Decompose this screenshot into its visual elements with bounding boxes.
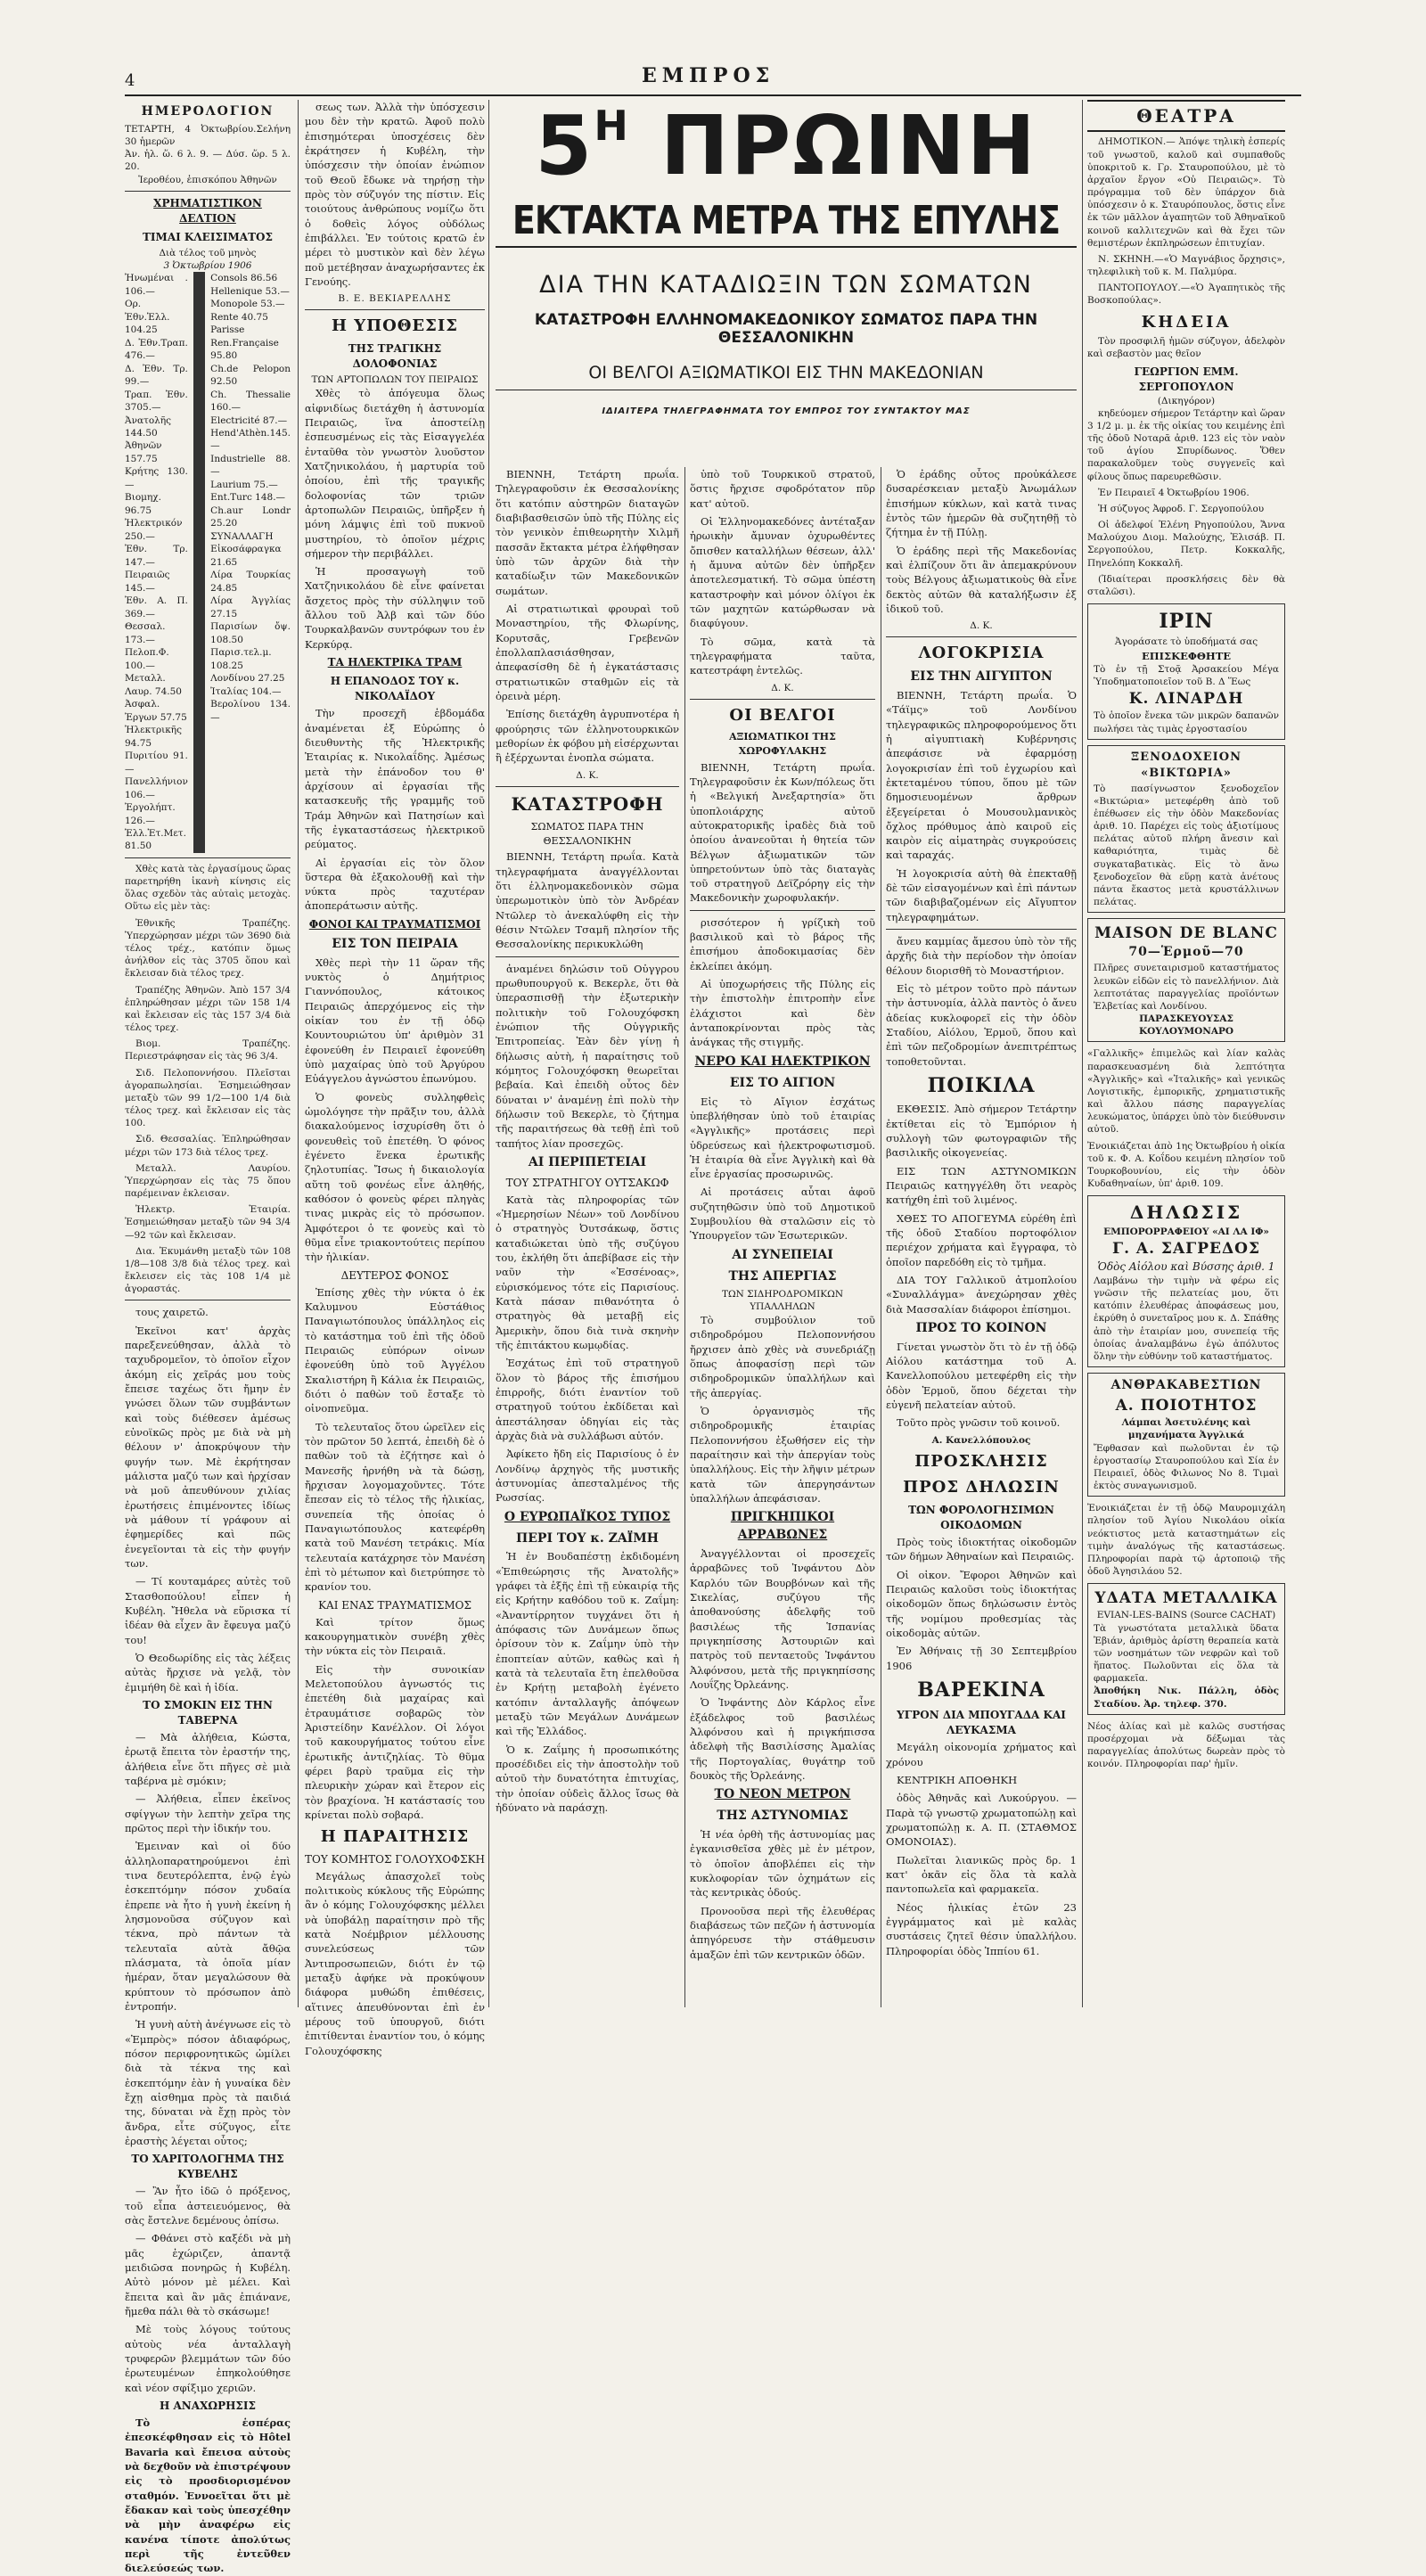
paragraph: Τὸ σῶμα, κατὰ τὰ τηλεγραφήματα ταῦτα, κατεστράφη ἐντελῶς. [690, 635, 875, 677]
subhead: ΑΞΙΩΜΑΤΙΚΟΙ ΤΗΣ ΧΩΡΟΦΥΛΑΚΗΣ [729, 731, 836, 757]
paragraph: Αἱ ὑποχωρήσεις τῆς Πύλης εἰς τὴν ἐπιστολὴν ἐπιτροπὴν εἶνε ἐλάχιστοι καὶ δὲν ἀνταποκρίνονται πρὸς τὰς ἀνάγκας τῆς στιγμῆς. [690, 978, 875, 1049]
price-row: Ορ. Ἐθν.Ἑλλ. 104.25 [125, 299, 170, 336]
article-belgians [690, 760, 875, 906]
ad-sub: ΕΠΙΣΚΕΦΘΗΤΕ [1141, 649, 1232, 662]
divider [125, 857, 291, 858]
article-water-light [690, 1095, 875, 1243]
story-2-heading: ΤΟ ΣΜΟΚΙΝ ΕΙΣ ΤΗΝ ΤΑΒΕΡΝΑ [143, 1699, 273, 1727]
paragraph: Ἐκεῖνοι κατ' ἀρχὰς παρεξενεύθησαν, ἀλλὰ τὸ ταχυδρομεῖον, τὸ ὁποῖον εἶχον ἀκόμη εἰς χεῖράς μου τοὺς ἔπεισε ταχέως ὅτι ἤμην ἐν γνώσει ὅλων τῶν συμβάντων καὶ τοὺς διέθεσεν ἀμέσως εὐνοϊκῶς πρὸς με διὰ νὰ μὴ θέλουν ν' ἀποκρύψουν τὴν φυγήν των. Μὲ ἐκρήτησαν μάλιστα μαζύ των καὶ ἠρχίσαν νὰ μοῦ ἀπευθύνουν χιλίας ἐρωτήσεις ἐπιμένοντες ἰδίως νὰ μάθουν τί γράφουν αἱ ἐφημερίδες καὶ πῶς ἐνεγεῖονται τὰ εἰς τὴν φυγήν των. [125, 1324, 291, 1571]
article-betrothal [690, 1546, 875, 1783]
paragraph: Βιομ. Τραπέζης. Περιεστράφησαν εἰς τὰς 96 3/4. [125, 1038, 291, 1062]
price-row: Ch.aur Londr 25.20 [210, 505, 291, 529]
price-row: Electricité 87.— [210, 414, 288, 426]
ad-footer: Τὸ ὁποῖον ἔνεκα τῶν μικρῶν δαπανῶν πωλήσει τὰς τιμὰς ἐργοστασίου [1094, 710, 1279, 734]
divider [496, 956, 679, 957]
headline-invitation: ΠΡΟΣΚΛΗΣΙΣ [914, 1451, 1048, 1471]
signature: Β. Ε. ΒΕΚΙΑΡΕΛΛΗΣ [338, 293, 452, 305]
paragraph: ΒΙΕΝΝΗ, Τετάρτη πρωΐα. Τηλεγραφοῦσιν ἐκ Θεσσαλονίκης ὅτι κατόπιν αὐστηρῶν διαταγῶν διαβιβασθεισῶν ὑπὸ τῆς Πύλης εἰς τὸν γενικὸν ἐπιθεωρητὴν Χιλμῆ πασσᾶν ἔκτακτα μέτρα ἐλήφθησαν ὑπὸ τῶν ἀρχῶν διὰ τὴν καταδίωξιν τῶν Μακεδονικῶν σωμάτων. [496, 468, 679, 597]
ad-name: Α. ΠΟΙΟΤΗΤΟΣ [1115, 1397, 1258, 1415]
price-row: Ἠνωμέναι . 106.— [125, 273, 188, 297]
price-row: Παρισ.τελ.μ. 108.25 [210, 647, 272, 671]
market-subtitle: ΤΙΜΑΙ ΚΛΕΙΣΙΜΑΤΟΣ [143, 230, 273, 243]
almanac-line: Ἀν. ἡλ. ὥ. 6 λ. 9. — Δύσ. ὥρ. 5 λ. 20. [125, 149, 291, 173]
headline-strike: ΑΙ ΣΥΝΕΠΕΙΑΙ [732, 1247, 833, 1262]
price-row: Parisse [210, 324, 245, 336]
article-europe [496, 1549, 679, 1815]
subhead: ΤΩΝ ΣΙΔΗΡΟΔΡΟΜΙΚΩΝ ΥΠΑΛΛΗΛΩΝ [721, 1288, 844, 1312]
paragraph: Ἐσχάτως ἐπὶ τοῦ στρατηγοῦ ὅλον τὸ βάρος τῆς ἐπισήμου ἐπιρροῆς, διότι ἐναντίον τοῦ στρατηγοῦ τούτου ἐκδίδεται καὶ ἀπεστάλησαν ὁδηγίαι εἰς τὰς ἀρχὰς διὰ νὰ συλλάβωσι αὐτόν. [496, 1357, 679, 1443]
paragraph: — Τί κουταμάρες αὐτὲς τοῦ Στασθοπούλου! εἶπεν ἡ Κυβέλη. Ἤθελα νὰ εὕρισκα τί ἰδέαν θὰ εἶχεν ἂν ἔφευγα μαζύ του! [125, 1575, 291, 1646]
price-row: Ἠλεκτρικόν 250.— [125, 518, 183, 542]
theatre-listings [1087, 135, 1285, 307]
paragraph: ΒΙΕΝΝΗ, Τετάρτη πρωΐα. Ὁ «Τάϊμς» τοῦ Λονδίνου τηλεγραφικῶς πληροφορούμενος ὅτι ἡ αἰγυπτιακὴ Κυβέρνησις ἀπεφάσισε νὰ ἐφαρμόσῃ λογοκρισίαν ἐπὶ τοῦ ἐγχωρίου καὶ ἐκτεταμένου τύπου, ὅπου μὲ τῶν δημοσιευομένων ἄρθρων ἐξεγείρεται ὁ Μουσουλμανικὸς ὄχλος πρόθυμος ἀπὸ καιροῦ εἰς καιρὸν εἰς αἱματηρὰς συγκρούσεις καὶ ταραχάς. [886, 688, 1077, 862]
divider [496, 246, 1077, 248]
subhead: ΤΗΣ ΤΡΑΓΙΚΗΣ ΔΟΛΟΦΟΝΙΑΣ [348, 341, 442, 371]
article-invitation [886, 1535, 1077, 1673]
article-telegram [496, 467, 679, 766]
price-row: Ch.de Pelopon 92.50 [210, 363, 291, 388]
paragraph: Τραπέζης Ἀθηνῶν. Ἀπὸ 157 3/4 ἐπληρώθησαν μέχρι τῶν 158 1/4 καὶ ἔκλεισαν εἰς τὰς 157 3/4 διὰ τέλος τρεχ. [125, 984, 291, 1034]
ad-address: Ὁδὸς Αἰόλου καὶ Βύσσης ἀριθ. 1 [1097, 1259, 1275, 1273]
paragraph: — Φθάνει στὸ καξέδι νὰ μὴ μᾶς ἐχώριζεν, ἀπαντᾷ μειδιῶσα πονηρῶς ἡ Κυβέλη. Αὐτὸ μόνον μὲ μέλει. Καὶ ἔπειτα καὶ ἂν μᾶς ἐπιάνανε, ἤμεθα πάλι θὰ τὸ σκάσωμε! [125, 2232, 291, 2318]
ad-rent: Ἐνοικιάζεται ἀπὸ 1ης Ὀκτωβρίου ἡ οἰκία τοῦ κ. Φ. Α. Κοΐδου κειμένη πλησίον τοῦ Τουρκοβουνίου, εἰς τὴν ὁδὸν Κυδαθηναίων, ὑπ' ἀριθ. 109. [1087, 1140, 1285, 1190]
main-headline: ΕΚΤΑΚΤΑ ΜΕΤΡΑ ΤΗΣ ΕΠΥΛΗΣ [512, 197, 1061, 243]
paragraph: κηδεύομεν σήμερον Τετάρτην καὶ ὥραν 3 1/2 μ. μ. ἐκ τῆς οἰκίας του κειμένης ἐπὶ τῆς ὁδοῦ Νοταρᾶ ἀριθ. 123 εἰς τὸν ναὸν τοῦ ἁγίου Σπυρίδωνος. Ὅθεν παρακαλοῦμεν τοὺς συγγενεῖς καὶ φίλους ὅπως παρευρεθῶσιν. [1087, 407, 1285, 482]
paragraph: Οἱ ἀδελφοί Ἑλένη Ρηγοπούλου, Ἄννα Μαλούχου Διομ. Μαλούχης, Ἐλισάβ. Π. Σεργοπούλου, Πετρ. Κοκκαλῆς, Πηνελόπη Κοκκαλῆ. [1087, 520, 1285, 569]
center-column-1 [496, 467, 679, 2107]
subhead: ΥΓΡΟΝ ΔΙΑ ΜΠΟΥΓΑΔΑ ΚΑΙ ΛΕΥΚΑΣΜΑ [897, 1709, 1066, 1737]
ad-title: MAISON DE BLANC [1094, 924, 1278, 943]
signature: Α. Κανελλόπουλος [931, 1434, 1031, 1446]
price-row: Ἑλλ.Ἐτ.Μετ. 81.50 [125, 828, 186, 852]
article-continuation [886, 934, 1077, 1069]
divider [496, 786, 679, 787]
subhead: ΠΡΟΣ ΔΗΛΩΣΙΝ [903, 1478, 1060, 1497]
price-row: Ent.Turc 148.— [210, 492, 286, 504]
funeral-details [1087, 407, 1285, 598]
paragraph: ὁδὸς Ἀθηνᾶς καὶ Λυκούργου. — Παρὰ τῷ γνωστῷ χρωματοπώλῃ καὶ χρωματοπώλῃ κ. Α. Π. (ΣΤΑΘΜΟΣ ΟΜΟΝΟΙΑΣ). [886, 1792, 1077, 1849]
paragraph: Τὸ ἑσπέρας ἐπεσκέφθησαν εἰς τὸ Hôtel Bavaria καὶ ἔπεισα αὐτοὺς νὰ δεχθοῦν νὰ ἐπιστρέψουν εἰς τὸ προσδιορισμένον σταθμόν. Ἐννοεῖται ὅτι μὲ ἔδακαν καὶ τοὺς ὑπεσχέθην νὰ μὴν ἀναφέρω εἰς κανένα τίποτε ἀπολύτως περὶ τῆς ἐντεῦθεν διελεύσεώς των. [125, 2416, 291, 2575]
price-row: Ἀνατολῆς 144.50 [125, 414, 172, 439]
ad-hotel [1087, 745, 1285, 914]
story-4 [125, 2416, 291, 2576]
subhead: ΤΩΝ ΑΡΤΟΠΩΛΩΝ ΤΟΥ ΠΕΙΡΑΙΩΣ [311, 374, 479, 386]
paragraph: Οἱ Ἑλληνομακεδόνες ἀντέταξαν ἡρωικὴν ἄμυναν ὀχυρωθέντες ὄπισθεν καταλλήλων θέσεων, ἀλλ' ἡ ἄμυνα αὐτῶν δὲν ὑπῆρξεν ἀποτελεσματική. Τὸ σῶμα ὑπέστη καταστροφὴν καὶ μόνον ὀλίγοι ἐκ τῶν μαχητῶν κατώρθωσαν νὰ διαφύγουν. [690, 514, 875, 630]
paragraph: Χθὲς τὸ ἀπόγευμα ὅλως αἰφνιδίως διετάχθη ἡ ἀστυνομία Πειραιῶς, ἵνα ἀποστείλῃ ἐσπευσμένως εἰς τὰς Εἰσαγγελέα ἐνταῦθα τὸν γνωστὸν λυοῦστον Χατζηνικολάου, ἡ μαρτυρία τοῦ ὁποίου, ἐπὶ τῆς τραγικῆς δολοφονίας τῶν τριῶν ἀρτοπωλῶν Πειραιῶς, ὑπῆρξεν ἡ μόνη λάμψις ἐπὶ τοῦ πυκνοῦ μυστηρίου, τὸ ὁποῖον μέχρις σήμερον τὴν περιβάλλει. [305, 387, 485, 560]
subhead: ΠΕΡΙ ΤΟΥ κ. ΖΑΪΜΗ [516, 1530, 659, 1546]
column-1 [125, 100, 291, 2575]
story-3-heading: ΤΟ ΧΑΡΙΤΟΛΟΓΗΜΑ ΤΗΣ ΚΥΒΕΛΗΣ [131, 2153, 284, 2181]
ad-sub: ΕΜΠΟΡΟΡΡΑΦΕΙΟΥ «ΑΙ ΛΑ ΙΦ» [1103, 1226, 1269, 1237]
paragraph: Ἡ γυνὴ αὐτὴ ἀνέγνωσε εἰς τὸ «Ἐμπρὸς» πόσον ἀδιαφόρως, πόσον περιφρονητικῶς ὡμίλει διὰ τὰ τέκνα της καὶ ἐσκεπτόμην ἐὰν ἡ γυναίκα δὲν ἔχῃ αἰσθημα πρὸς τὰ παιδιά της, δύναται νὰ ἔχῃ πρὸς τὸν ἄνδρα, εἶτε σύζυγος, εἶτε ἐραστὴς λέγεται οὗτος; [125, 2018, 291, 2147]
paragraph: Πρὸς τοὺς ἰδιοκτήτας οἰκοδομῶν τῶν δήμων Ἀθηναίων καὶ Πειραιῶς. [886, 1536, 1077, 1563]
paragraph: Μεγάλη οἰκονομία χρήματος καὶ χρόνου [886, 1741, 1077, 1768]
paragraph: — Ἀλήθεια, εἶπεν ἐκεῖνος σφίγγων τὴν λεπτὴν χεῖρα της πρῶτος περὶ τὴν ἰδικήν του. [125, 1793, 291, 1835]
price-row: Εἰκοσάφραγκα 21.65 [210, 544, 282, 568]
article-strike [690, 1313, 875, 1505]
price-row: ΣΥΝΑΛΛΑΓΗ [210, 530, 274, 542]
price-row: Hend'Athèn.145.— [210, 427, 291, 452]
article-murders [305, 956, 485, 1265]
subhead: ΤΟΥ ΚΟΜΗΤΟΣ ΓΟΛΟΥΧΟΦΣΚΗ [305, 1852, 485, 1866]
subhead: Η ΕΠΑΝΟΔΟΣ ΤΟΥ κ. ΝΙΚΟΛΑΪΔΟΥ [330, 675, 460, 703]
paragraph: Εἰς τὸ Αἴγιον ἐσχάτως ὑπεβλήθησαν ὑπὸ τοῦ ἑταιρίας «Ἀγγλικῆς» προτάσεις περὶ ὑδρεύσεως καὶ ἠλεκτροφωτισμοῦ. Ἡ ἑταιρία θὰ εἶνε Ἀγγλικὴ καὶ θὰ εἶνε ἐργασίας προσωρινῶς. [690, 1095, 875, 1181]
ad-footer: ΠΑΡΑΣΚΕΥΟΥΣΑΣ ΚΟΥΛΟΥΜΟΝΑΡΟ [1138, 1013, 1234, 1038]
headline-public: ΠΡΟΣ ΤΟ ΚΟΙΝΟΝ [915, 1320, 1047, 1335]
article-telegram-cont [886, 467, 1077, 616]
paragraph: Ἡ προσαγωγὴ τοῦ Χατζηνικολάου δὲ εἶνε φαίνεται ἄσχετος πρὸς τὴν σύλληψιν τοῦ ἄλλου τοῦ Ἀλβ καὶ τῶν δύο Τουρκαλβανῶν συντρόφων του ἐν Κερκύρᾳ. [305, 565, 485, 651]
subhead-second: ΔΕΥΤΕΡΟΣ ΦΟΝΟΣ [340, 1268, 449, 1282]
price-row: Τραπ. Ἐθν. 3705.— [125, 389, 188, 414]
paragraph: Σιδ. Πελοποννήσου. Πλεῖσται ἀγοραπωλησίαι. Ἐσημειώθησαν μεταξὺ τῶν 99 1/2—100 1/4 διὰ τέλος τρεχ. καὶ ἔκλεισαν εἰς τὰς 100. [125, 1067, 291, 1129]
edition-suffix: Η [594, 102, 630, 150]
almanac-line: Ἱεροθέου, ἐπισκόπου Ἀθηνῶν [138, 174, 277, 185]
ad-sub: Λάμπαι Ἀσετυλένης καὶ μηχανήματα Ἀγγλικά [1121, 1417, 1251, 1441]
paragraph: Ὁ Ἰνφάντης Δὸν Κάρλος εἶνε ἐξάδελφος τοῦ βασιλέως Ἀλφόνσου καὶ ἡ πριγκήπισσα ἀδελφὴ τῆς Βασιλίσσης Ἀμαλίας τῆς Πορτογαλίας, θυγάτηρ τοῦ δουκὸς τῆς Ὀρλεάνης. [690, 1696, 875, 1782]
column-5 [1087, 100, 1285, 2007]
price-row: Monopole 53.— [210, 299, 285, 310]
paragraph: Ὁ φονεὺς συλληφθεὶς ὡμολόγησε τὴν πρᾶξιν του, ἀλλὰ διακαλούμενος ἰσχυρίσθη ὅτι ὁ φονευθεὶς τοῦ ἐπετέθη. Ὁ φόνος ἐγένετο ἕνεκα ἐρωτικῆς ζηλοτυπίας. Ἴσως ἡ δικαιολογία αὕτη τοῦ φονέως εἶνε ἀληθής, καθόσον ὁ φονεὺς φέρει πληγὰς τινας μικρὰς εἰς τὸ πρόσωπον. Ἀμφότεροι ὁ τε φονεὺς καὶ τὸ θῦμα εἶνε τριακοντούτεις περίπου τὴν ἡλικίαν. [305, 1090, 485, 1264]
paragraph: Καὶ τρίτον ὅμως κακουργηματικὸν συνέβη χθὲς τὴν νύκτα εἰς τὸν Πειραιᾶ. [305, 1615, 485, 1658]
price-row: Θεσσαλ. 173.— [125, 621, 166, 645]
price-row: Κρήτης 130.— [125, 466, 188, 490]
headline-barekina: ΒΑΡΕΚΙΝΑ [917, 1678, 1045, 1702]
paragraph: Τοῦτο πρὸς γνῶσιν τοῦ κοινοῦ. [897, 1416, 1061, 1430]
paragraph: Μεταλλ. Λαυρίου. Ὑπερχώρησαν εἰς τὰς 75 ὅπου παρέμειναν ἐκλεισαν. [125, 1162, 291, 1200]
price-row: Ch. Thessalie 160.— [210, 389, 291, 414]
funeral-name: ΓΕΩΡΓΙΟΝ ΕΜΜ. ΣΕΡΓΟΠΟΥΛΟΝ [1134, 365, 1239, 393]
divider [305, 309, 485, 310]
article-barekina [886, 1740, 1077, 1958]
price-row: Ἠλεκτρικῆς 94.75 [125, 725, 182, 749]
price-row: Ἰταλίας 104.— [210, 685, 282, 697]
price-row: Hellenique 53.— [210, 285, 290, 297]
paragraph: Ὁ ὀργανισμὸς τῆς σιδηροδρομικῆς ἑταιρίας Πελοποννήσου ἐξωθήσεν εἰς τὴν παραίτησιν καὶ τὴν ἀπεργίαν τοὺς ὑπαλλήλους. Εἰς τὴν λῆψιν μέτρων κατὰ τῶν ἀπεργησάντων ὑπαλλήλων ἀπεφάσισαν. [690, 1404, 875, 1505]
subhead: ΕΙΣ ΤΗΝ ΑΙΓΥΠΤΟΝ [910, 669, 1053, 684]
edition-title [496, 98, 1077, 193]
ad-text: Ἀγοράσατε τὸ ὑποδήματά σας [1114, 636, 1258, 648]
headline-murders: ΦΟΝΟΙ ΚΑΙ ΤΡΑΥΜΑΤΙΣΜΟΙ [308, 917, 481, 931]
almanac-line: ΤΕΤΑΡΤΗ, 4 Ὀκτωβρίου.Σελήνη 30 ἡμερῶν [125, 123, 291, 148]
headline-betrothal: ΠΡΙΓΚΗΠΙΚΟΙ ΑΡΡΑΒΩΝΕΣ [730, 1510, 835, 1543]
center-column-3 [886, 467, 1077, 2007]
paragraph: Αἱ προτάσεις αὗται ἀφοῦ συζητηθῶσιν ὑπὸ τοῦ Δημοτικοῦ Συμβουλίου θὰ σταλῶσιν εἰς τὸ Ὑπουργεῖον τῶν Ἐσωτερικῶν. [690, 1185, 875, 1243]
headline-resign: Η ΠΑΡΑΙΤΗΣΙΣ [320, 1827, 470, 1847]
price-row: Λίρα Ἀγγλίας 27.15 [210, 595, 291, 619]
ad-title: ΔΗΛΩΣΙΣ [1129, 1202, 1243, 1224]
paragraph: Ἐν Ἀθήναις τῇ 30 Σεπτεμβρίου 1906 [886, 1645, 1077, 1672]
center-column-2 [690, 467, 875, 2007]
subhead: ΤΗΣ ΑΠΕΡΓΙΑΣ [728, 1268, 837, 1284]
ad-declaration [1087, 1195, 1285, 1367]
price-table-right [210, 272, 291, 853]
headline-europe: Ο ΕΥΡΩΠΑΪΚΟΣ ΤΥΠΟΣ [504, 1509, 671, 1524]
price-row: Παρισίων ὄψ. 108.50 [210, 621, 291, 645]
subhead: ΤΗΣ ΑΣΤΥΝΟΜΙΑΣ [717, 1809, 848, 1824]
paragraph: (Ἰδιαίτεραι προσκλήσεις δὲν θὰ σταλῶσι). [1087, 573, 1285, 597]
ad-lamps [1087, 1373, 1285, 1497]
paragraph: Ἐπίσης διετάχθη ἀγρυπνοτέρα ἡ φρούρησις τῶν ἑλληνοτουρκικῶν μεθορίων ἐκ φόβου μὴ εἰσέρχωνται ἢ ἐξέρχωνται ἐνοπλα σώματα. [496, 708, 679, 765]
ad-maison [1087, 918, 1285, 1042]
paragraph: Αἱ ἐργασίαι εἰς τὸν ὅλον ὕστερα θὰ ἐξακολουθῇ καὶ τὴν νύκτα πρὸς ταχυτέραν ἀποπεράτωσιν αὐτῆς. [305, 856, 485, 913]
paragraph: Εἰς τὴν συνοικίαν Μελετοπούλου ἀγνωστός τις ἐπετέθη διὰ μαχαίρας καὶ ἐτραυμάτισε σοβαρῶς τὸν Ἀριστείδην Κανέλλον. Οἱ λόγοι τοῦ κακουργήματος τούτου εἶνε ἐρωτικῆς ἀντιζηλίας. Τὸ θῦμα φέρει βαρὺ τραῦμα εἰς τὴν πλευρικὴν χώραν καὶ ἔτερον εἰς τὸν βραχίονα. Ἡ κατάστασίς του κρίνεται πολὺ σοβαρά. [305, 1662, 485, 1821]
sub-headline-1: ΔΙΑ ΤΗΝ ΚΑΤΑΔΙΩΞΙΝ ΤΩΝ ΣΩΜΑΤΩΝ [539, 270, 1033, 299]
article-wound [305, 1615, 485, 1823]
paragraph: Ὁ ἐράδης οὗτος προὐκάλεσε δυσαρέσκειαν μεταξὺ Ἀνωμάλων ἐπισήμων κύκλων, καὶ κατὰ τινας ἐντὸς τῶν ἡμερῶν θὰ συζητηθῇ τὸ ζήτημα ἐν τῇ Πύλῃ. [886, 468, 1077, 539]
divider [886, 929, 1077, 930]
paragraph: Ἐπίσης χθὲς τὴν νύκτα ὁ ἐκ Καλυμνου Εὐστάθιος Παναγιωτόπουλος ὑπάλληλος εἰς τὸ κατάστημα τοῦ ἐπὶ τῆς ὁδοῦ Πειραιῶς εὐπόρων οἰνων ἐφονεύθη ὑπὸ τοῦ Ἀγγέλου Σκαλιστήρη ἢ Κάλια ἐκ Πειραιῶς, διότι ὁ παθὼν τοῦ ἔσταξε τὸ οἰνοπνεῦμα. [305, 1285, 485, 1415]
paragraph: Ἠλεκτρ. Ἑταιρία. Ἐσημειώθησαν μεταξὺ τῶν 94 3/4—92 τῶν καὶ ἔκλεισαν. [125, 1204, 291, 1241]
ad-body: Τὸ πασίγνωστον ξενοδοχεῖον «Βικτώρια» μετεφέρθη ἀπὸ τοῦ ἐπέθωσεν εἰς τὴν ὁδὸν Μακεδονίας ἀριθ. 10. Παρέχει εἰς τοὺς ἀξιοτίμους πελάτας αὐτοῦ πλήρη ἄνεσιν καὶ καθαριότητα, τιμὰς δὲ συγκαταβατικὰς. Εἰς τὸ ἄνω ξενοδοχεῖον θὰ εὕρῃ κατὰ ἀνέτους πάντα ἕκαστος μετὰ κρυστάλλινων πελάτας. [1094, 783, 1279, 908]
article-police [690, 1827, 875, 1962]
paragraph: Χθὲς κατὰ τὰς ἐργασίμους ὥρας παρετηρήθη ἱκανὴ κίνησις εἰς ὅλας σχεδὸν τὰς αὐταὶς μετοχὰς. Οὕτω εἰς μὲν τὰς: [125, 863, 291, 913]
signature: Δ. Κ. [576, 769, 599, 781]
paragraph: Προνοοῦσα περὶ τῆς ἐλευθέρας διαβάσεως τῶν πεζῶν ἡ ἀστυνομία ἀπηγόρευσε τὴν στάθμευσιν ἁμαξῶν ἐπὶ τῶν κεντρικῶν ὁδῶν. [690, 1904, 875, 1961]
paragraph: ΒΙΕΝΝΗ, Τετάρτη πρωΐα. Κατὰ τηλεγραφήματα ἀναγγέλλονται ὅτι ἑλληνομακεδονικὸν σῶμα ὑπερωμοτικὸν ὑπὸ τὸν Ἀνδρέαν Ντῶλερ τὸ ἀνεκαλύφθη εἰς τὴν θέσιν Ντῶλεν Τσαμῆ πλησίον τῆς Θεσσαλονίκης περικυκλώθη [496, 850, 679, 951]
paragraph: Κατὰ τὰς πληροφορίας τῶν «Ἡμερησίων Νέων» τοῦ Λονδίνου ὁ στρατηγὸς Ὀυτσάκωφ, ὅστις καταδιώκεται ὑπὸ τῆς συζύγου του, ἐκλήθη ὅτι ἀπεβίβασε εἰς τὴν ναῦν τὴν «Ἐσσένοας», εὑρισκόμενος τότε εἰς Παρισίους. Κατὰ πάσαν πιθανότητα ὁ στρατηγὸς θὰ μεταβῇ εἰς Ἀμερικὴν, ὅπου διὰ τινὰ σκηνὴν τῆς ἐπιτάκτου κωμῳδίας. [496, 1193, 679, 1352]
paragraph: — Ἂν ἦτο ἰδῶ ὁ πρόξενος, τοῦ εἶπα ἀστειευόμενος, θὰ σὰς ἔστελνε δεμένους ὀπίσω. [125, 2185, 291, 2227]
price-row: Πανελλήνιον 106.— [125, 776, 188, 800]
edition-word: ΠΡΩΙΝΗ [660, 98, 1037, 193]
story-1 [125, 1305, 291, 1694]
ad-name: Γ. Α. ΣΑΓΡΕΔΟΣ [1112, 1239, 1260, 1258]
article-catastrophe [496, 849, 679, 951]
top-rule [125, 94, 1301, 96]
headline-misc: ΠΟΙΚΙΛΑ [927, 1074, 1036, 1098]
paragraph: τους χαιρετῶ. [135, 1306, 209, 1319]
sub-headline-2: ΚΑΤΑΣΤΡΟΦΗ ΕΛΛΗΝΟΜΑΚΕΔΟΝΙΚΟΥ ΣΩΜΑΤΟΣ ΠΑΡΑ ΤΗΝ ΘΕΣΣΑΛΟΝΙΚΗΝ [534, 310, 1038, 347]
ad-sub: 70—Ἑρμοῦ—70 [1128, 945, 1244, 960]
paragraph: Ἡ σύζυγος Ἀφροδ. Γ. Σεργοπούλου [1098, 503, 1265, 514]
calendar-heading: ΗΜΕΡΟΛΟΓΙΟΝ [141, 104, 275, 119]
article-public [886, 1340, 1077, 1431]
paragraph: ΔΙΑ ΤΟΥ Γαλλικοῦ ἀτμοπλοίου «Συναλλάγμα» ἀνεχώρησαν χθὲς διὰ Μασσαλίαν διάφοροι ἐπίσημοι. [886, 1273, 1077, 1316]
ad-body: Τὸ ἐν τῇ Στοᾷ Ἀρσακείου Μέγα Ὑποδηματοποιεῖον τοῦ Β. Δ Ἕως [1094, 663, 1279, 688]
market-notes [125, 863, 291, 1296]
paragraph: — Μὰ ἀλήθεια, Κώστα, ἐρωτᾷ ἔπειτα τὸν ἐραστήν της, ἀλήθεια εἶνε ὅτι πῆγες σὲ μιὰ ταβέρνα μὲ σμόκιν; [125, 1731, 291, 1788]
divider [125, 191, 291, 192]
signature: Δ. Κ. [970, 620, 993, 632]
ad-classified: Νέος ἁλίας καὶ μὲ καλῶς συστήσας προσέρχομαι νὰ δέξωμαι τὰς παραγγελίας ἀπολύτως δωρεὰν πρὸς τὸ κοινόν. Πληροφορίαι παρ' ἡμῖν. [1087, 1720, 1285, 1770]
article-resign [305, 1869, 485, 2058]
story-3 [125, 2184, 291, 2395]
paragraph: Ἡ νέα ὁρθὴ τῆς ἀστυνομίας μας ἐγκανισθεῖσα χθὲς μὲ ἐν μέτρον, τὸ ὁποῖον ἀποβλέπει εἰς τὴν κυκλοφορίαν τῶν ὀχημάτων εἰς τὰς κεντρικὰς ὁδούς. [690, 1827, 875, 1899]
price-row: Ἀσφαλ. Ἐργων 57.75 [125, 699, 187, 723]
headline-water-light: ΝΕΡΟ ΚΑΙ ΗΛΕΚΤΡΙΚΟΝ [694, 1054, 871, 1069]
paragraph: Ἡ ἐν Βουδαπέστῃ ἐκδιδομένη «Ἐπιθεώρησις τῆς Ἀνατολῆς» γράφει τὰ ἑξῆς ἐπὶ τῇ εὐκαιρίᾳ τῆς εἰς Κρήτην καθόδου τοῦ κ. Ζαΐμη: «Ἀναντίρρητον τυγχάνει ὅτι ἡ ἀπόφασις τῶν Δυνάμεων ὅπως ὁρίσουν τὸν κ. Ζαΐμην ὑπὸ τὴν ἐποπτείαν αὐτῶν, καθὼς καὶ ἡ κατὰ τὰ τελευταῖα ἔτη ἐπελθοῦσα ἐν Κρήτῃ μεταβολὴ ἐγένετο κατόπιν ἀνταλλαγῆς ἀπόψεων μεταξὺ τῶν Μεγάλων Δυνάμεων καὶ τῆς Ἑλλάδος. [496, 1550, 679, 1738]
paragraph: Ὁ ἐράδης περὶ τῆς Μακεδονίας καὶ ἐλπίζουν ὅτι ἂν ἀπεμακρύνουν τοὺς Βέλγους ἀξιωματικοὺς θὰ εἶνε δεκτὸς αὐτῶν θὰ καταλήξωσιν ἐξ ἰδικοῦ τοῦ. [886, 544, 1077, 615]
headline-belgians: ΟΙ ΒΕΛΓΟΙ [729, 705, 836, 725]
article-adventures [496, 1193, 679, 1505]
ad-footer: Ἀποθήκη Νικ. Πάλλη, ὁδὸς Σταδίου. Ἀρ. τηλεφ. 370. [1094, 1686, 1279, 1710]
divider [193, 272, 205, 853]
sub-headline-3: ΟΙ ΒΕΛΓΟΙ ΑΞΙΩΜΑΤΙΚΟΙ ΕΙΣ ΤΗΝ ΜΑΚΕΔΟΝΙΑΝ [588, 362, 984, 382]
price-table [125, 272, 291, 853]
headline-adventures: ΑΙ ΠΕΡΙΠΕΤΕΙΑΙ [528, 1154, 647, 1169]
paragraph: Ν. ΣΚΗΝΗ.—«Ὁ Μαγνάβιος ὄρχησις», τηλεφιλικὴ τοῦ κ. Μ. Παλμύρα. [1087, 253, 1285, 278]
ad-sub: EVIAN-LES-BAINS (Source CACHAT) [1096, 1610, 1276, 1621]
market-subtitle-2: Διὰ τέλος τοῦ μηνὸς [159, 247, 257, 258]
ad-name: Κ. ΛΙΝΑΡΔΗ [1128, 690, 1244, 709]
divider [690, 699, 875, 700]
headline-tram: ΤΑ ΗΛΕΚΤΡΙΚΑ ΤΡΑΜ [327, 656, 463, 669]
price-table-left [125, 272, 188, 853]
ad-title: ΞΕΝΟΔΟΧΕΙΟΝ «ΒΙΚΤΩΡΙΑ» [1131, 750, 1242, 781]
paragraph: Ἡ λογοκρισία αὐτὴ θὰ ἐπεκταθῇ δὲ τῶν εἰσαγομένων καὶ ἐπὶ πάντων τῶν διαβιβαζομένων εἰς Αἴγυπτον τηλεγραφημάτων. [886, 866, 1077, 923]
paragraph: ΒΙΕΝΝΗ, Τετάρτη πρωΐα. Τηλεγραφοῦσιν ἐκ Κων/πόλεως ὅτι ἡ «Βελγική Ἀνεξαρτησία» ὅτι ὑποπλοιάρχης αὐτοῦ αὐτοκρατορικῆς ἰραδὲς διὰ τοῦ ὁποίου ἀνανεοῦται ἡ θητεία τῶν Βέλγων ἀξιωματικῶν τῶν ὑπηρετούντων ὑπὸ τὰς διαταγὰς τοῦ στρατηγοῦ Δεϊζρόρηγ εἰς τὴν Μακεδονικὴν χωροφυλακήν. [690, 760, 875, 905]
paragraph: Γίνεται γνωστὸν ὅτι τὸ ἐν τῇ ὁδῷ Αἰόλου κατάστημα τοῦ Α. Κανελλοπούλου μετεφέρθη εἰς τὴν ὁδὸν Ἑρμοῦ, ὅπου δέχεται τὴν εὐγενῆ πελατείαν αὐτοῦ. [886, 1340, 1077, 1412]
price-row: Μεταλλ. Λαυρ. 74.50 [125, 673, 182, 697]
ad-body: Τὰ γνωστότατα μεταλλικὰ ὕδατα Ἐβιάν, ἀριθμὸς ἀρίστη θεραπεία κατὰ τῶν νοσημάτων τῶν νεφρῶν καὶ τοῦ ἥπατος. Πωλοῦνται εἰς ὅλα τὰ φαρμακεῖα. [1094, 1622, 1279, 1685]
market-date: 3 Ὀκτωβρίου 1906 [163, 260, 252, 271]
paragraph: Ὁ Θεοδωρίδης εἰς τὰς λέξεις αὐτὰς ἤρχισε νὰ γελᾷ, τὸν ἐμιμήθη δὲ καὶ ἡ ἰδία. [125, 1652, 291, 1694]
price-row: Λίρα Τουρκίας 24.85 [210, 570, 291, 594]
ad-body: Λαμβάνω τὴν τιμὴν νὰ φέρω εἰς γνῶσιν τῆς πελατείας μου, ὅτι κατόπιν ἐλευθέρας ἀποφάσεως μου, ἐκρύθη ὁ συνεταῖρος μου κ. Δ. Σπάθης ἀπὸ τὴν ἑταιρίαν μου, συνεπείᾳ τῆς ὁποίας ἀναλαμβάνω ἐγὼ ἀπόλυτος ὅλην τὴν εὐθύνην τοῦ καταστήματος. [1094, 1275, 1279, 1362]
story-4-heading: Η ΑΝΑΧΩΡΗΣΙΣ [159, 2399, 257, 2412]
masthead: ΕΜΠΡΟΣ [642, 64, 775, 87]
article-tram [305, 706, 485, 914]
paragraph: ΔΗΜΟΤΙΚΟΝ.— Ἀπόψε τηλικὴ ἑσπερίς τοῦ γνωστοῦ, καλοῦ καὶ συμπαθοῦς ὑποκριτοῦ κ. Γρ. Σταυροπούλου, μὲ τὸ ἀρχαῖον ἔργον «Οὐ Πειραιῶς». Τὸ πρόγραμμα τοῦ δὲν ὑπάρχον διὰ ὑπόσχεσιν ὁ κ. Σταυρόπουλος, ὅστις εἶνε ἐκ τῶν μᾶλλον ἀγαπητῶν τοῦ Ἀθηναϊκοῦ κοινοῦ καλλιτεχνῶν καὶ θὰ ἔχει τῶν θεμιστέρων ἐκπληρώσεων ἐπιτυχίαν. [1087, 136, 1285, 249]
subhead: ΤΟΥ ΣΤΡΑΤΗΓΟΥ ΟΥΤΣΑΚΩΦ [505, 1176, 669, 1189]
divider [690, 910, 875, 911]
price-row: Πελοπ.Φ. 100.— [125, 647, 169, 671]
column-rule [684, 467, 685, 2007]
paragraph: Τὴν προσεχῆ ἑβδομάδα ἀναμένεται ἐξ Εὐρώπης ὁ διευθυντὴς τῆς Ἠλεκτρικῆς Ἑταιρίας κ. Νικολαΐδης. Ἀμέσως μετὰ τὴν ἐπάνοδον του θ' ἀρχίσουν αἱ ἐργασίαι τῆς κατασκευῆς τῆς γραμμῆς τοῦ Τράμ Ἀθηνῶν καὶ Πατησίων καὶ τῆς ἐγκαταστάσεως ἠλεκτρικοῦ ρεύματος. [305, 707, 485, 851]
subhead-wound: ΚΑΙ ΕΝΑΣ ΤΡΑΥΜΑΤΙΣΜΟΣ [318, 1598, 471, 1612]
paragraph: Χθὲς περὶ τὴν 11 ὥραν τῆς νυκτὸς ὁ Δημήτριος Γιαννόπουλος, κάτοικος Πειραιῶς ἀπερχόμενος εἰς τὴν οἰκίαν του ἐν τῇ ὁδῷ Κουντουριώτου ὑπ' ἀριθμὸν 31 ἐφονεύθη ἐν Πειραιεῖ ἐφονεύθη ὑπὸ μαχαίρας ὑπὸ τοῦ Ἀργύρου Εὐάγγελου ἀγνώστου ἐπωνύμου. [305, 956, 485, 1086]
paragraph: ὑπὸ τοῦ Τουρκικοῦ στρατοῦ, ὅστις ἤρχισε σφοδρότατον πῦρ κατ' αὐτοῦ. [690, 468, 875, 510]
paragraph: Πωλεῖται λιανικῶς πρὸς δρ. 1 κατ' ὀκᾶν εἰς ὅλα τὰ καλὰ παντοπωλεῖα καὶ φαρμακεῖα. [886, 1853, 1077, 1896]
almanac [125, 123, 291, 186]
article-continuation [496, 962, 679, 1151]
subhead: ΤΩΝ ΦΟΡΟΛΟΓΗΣΙΜΩΝ ΟΙΚΟΔΟΜΩΝ [908, 1504, 1054, 1532]
ad-shoes [1087, 603, 1285, 740]
paragraph: ρισσότερον ἡ γρίζικὴ τοῦ βασιλικοῦ καὶ τὸ βάρος τῆς ἐπισήμου ἀποδοκιμασίας δὲν ἐκλείπει ἀκόμη. [690, 915, 875, 972]
article-misc [886, 1102, 1077, 1317]
article-censorship [886, 688, 1077, 924]
paragraph: Ἐθνικῆς Τραπέζης. Ὑπερχώρησαν μέχρι τῶν 3690 διὰ τέλος τρέχ., κατόπιν ὅμως ἀνήλθον εἰς τὰς 3705 ὅπου καὶ ἔκλεισαν διὰ τέλος τρεχ. [125, 917, 291, 980]
subhead: ΣΩΜΑΤΟΣ ΠΑΡΑ ΤΗΝ ΘΕΣΣΑΛΟΝΙΚΗΝ [530, 821, 644, 847]
paragraph: Ἀναγγέλλονται οἱ προσεχεῖς ἀρραβῶνες τοῦ Ἰνφάντου Δὸν Καρλόυ τῶν Βουρβόνων καὶ τῆς Σικελίας, συζύγου τῆς ἀποθανούσης ἀδελφῆς τοῦ βασιλέως τῆς Ἱσπανίας πριγκηπίσσης Ἀστουριῶν καὶ πατρὸς τοῦ πενταετοῦς Ἰνφάντου Ἀλφόνσου, μετὰ τῆς πριγκηπίσσης Λουΐζης Ὀρλεάνης. [690, 1546, 875, 1691]
price-row: Πειραιῶς 145.— [125, 570, 170, 594]
price-row: Δ. Ἐθν. Τρ. 99.— [125, 363, 188, 388]
price-row: Βιομηχ. 96.75 [125, 492, 161, 516]
price-row: Λονδίνου 27.25 [210, 673, 285, 685]
ad-title: ΙΡΙΝ [1159, 610, 1214, 634]
subhead: ΕΙΣ ΤΟ ΑΙΓΙΟΝ [729, 1075, 836, 1090]
paragraph: ἀναμένει δηλώσιν τοῦ Οὐγγρου πρωθυπουργοῦ κ. Βεκερλε, ὅτι θὰ ὑπερασπισθῇ τὴν ἐξωτερικὴν πολιτικὴν τοῦ Γολουχόφσκη ἐνώπιον τῆς Οὐγγρικῆς Ἐπιτροπείας. Ἐὰν δὲν γίνῃ ἡ δήλωσις αὐτὴ, ἡ παραίτησις τοῦ κόμητος Γολουχόφσκη θεωρεῖται βεβαία. Καὶ ἐπειδὴ οὗτος δὲν δύναται ν' ἀναμένῃ ἐπὶ πολὺ τὴν δήλωσιν τοῦ Βεκερλε, τὸ ζήτημα τῆς παραιτήσεως θὰ τεθῇ ἐπὶ τοῦ ταπήτος λίαν προσεχῶς. [496, 962, 679, 1150]
paragraph: ΠΑΝΤΟΠΟΥΛΟΥ.—«Ὁ Ἀγαπητικὸς τῆς Βοσκοπούλας». [1087, 283, 1285, 307]
price-row: Industrielle 88.— [210, 453, 291, 478]
edition-number: 5 [535, 98, 594, 193]
price-row: Δ. Ἐθν.Τραπ. 476.— [125, 337, 188, 362]
paragraph: Αἱ στρατιωτικαὶ φρουραὶ τοῦ Μοναστηρίου, τῆς Φλωρίνης, Κορυτσᾶς, Γρεβενῶν ἐπολλαπλασιάσθησαν, ἀπεφασίσθη δὲ ἡ ἐγκατάστασις στρατιωτικῶν σταθμῶν εἰς τὰ ὀρεινὰ μέρη. [496, 602, 679, 702]
paragraph: Οἱ οἰκον. Ἔφοροι Ἀθηνῶν καὶ Πειραιῶς καλοῦσι τοὺς ἰδιοκτήτας οἰκοδομῶν ὅπως δηλώσωσιν ἐντὸς τῆς νομίμου προθεσμίας τὰς οἰκοδομὰς αὐτῶν. [886, 1568, 1077, 1640]
paragraph: Δια. Ἐκυμάνθη μεταξὺ τῶν 108 1/8—108 3/8 διὰ τέλος τρεχ. καὶ ἔκλεισεν εἰς τὰς 108 1/4 μὲ ἀγοραστάς. [125, 1245, 291, 1295]
paragraph: ἄνευ καμμίας ἄμεσου ὑπὸ τὸν τῆς ἀρχῆς διὰ τὴν περίοδον τὴν ὁποίαν θέλουν διορισθῆ τὸ Μοναστήριον. [886, 935, 1077, 977]
paragraph: ΕΙΣ ΤΩΝ ΑΣΤΥΝΟΜΙΚΩΝ Πειραιῶς κατηγγέλθη ὅτι νεαρὸς κατήχθη ἐπὶ τοῦ λιμένος. [886, 1164, 1077, 1207]
column-2 [305, 100, 485, 2057]
paragraph: Σιδ. Θεσσαλίας. Ἐπληρώθησαν μέχρι τῶν 173 διὰ τέλος τρεχ. [125, 1134, 291, 1158]
ad-house: Ἐνοικιάζεται ἐν τῇ ὁδῷ Μαυρομιχάλη πλησίον τοῦ Ἀγίου Νικολάου οἰκία νεόκτιστος μετὰ καταστημάτων εἰς τιμὴν ἀναλόγως τῆς καταστάσεως. Πληροφορίαι παρὰ τῷ ἀρτοποιῷ τῆς ὁδοῦ Ἀγησιλάου 52. [1087, 1503, 1285, 1578]
price-row: Laurium 75.— [210, 479, 278, 490]
theatre-heading: ΘΕΑΤΡΑ [1087, 100, 1285, 132]
paragraph: Νέος ἠλικίας ἐτῶν 23 ἐγγράμματος καὶ μὲ καλὰς συστάσεις ζητεῖ θέσιν ὑπαλλήλου. Πληροφορίαι ὁδὸς Ἱππίου 61. [886, 1900, 1077, 1957]
ad-title: ΑΝΘΡΑΚΑΒΕΣΤΙΩΝ [1110, 1378, 1262, 1393]
article-second [305, 1285, 485, 1595]
article-hypothesis [305, 386, 485, 652]
paragraph: Ὁ κ. Ζαΐμης ἡ προσωπικότης προσέδιδει εἰς τὴν ἀποστολὴν τοῦ αὐτοῦ τὴν δυνατότητα ἐπιτυχίας, τὴν ὁποίαν οὐδεὶς ἄλλος ἴσως θὰ ἠδύνατο νὰ παράσχῃ. [496, 1743, 679, 1815]
paragraph: Τὸ συμβούλιον τοῦ σιδηροδρόμου Πελοποννήσου ἤρχισεν ἀπὸ χθὲς νὰ συνεδριάζῃ ὅπως ἀποφασίσῃ περὶ τῶν σιδηροδρομικῶν ὑπαλλήλων καὶ τῆς ἀπεργίας. [690, 1313, 875, 1399]
signature: Δ. Κ. [771, 682, 794, 693]
subhead: ΕΙΣ ΤΟΝ ΠΕΙΡΑΙΑ [332, 936, 458, 951]
headline-catastrophe: ΚΑΤΑΣΤΡΟΦΗ [511, 792, 664, 815]
price-row: Ἐθν. Τρ. 147.— [125, 544, 188, 568]
price-row: Ἀθηνῶν 157.75 [125, 440, 162, 464]
paragraph: Ἐν Πειραιεῖ 4 Ὀκτωβρίου 1906. [1098, 487, 1250, 498]
paragraph: Μεγάλως ἀπασχολεῖ τοὺς πολιτικοὺς κύκλους τῆς Εὐρώπης ἂν ὁ κόμης Γολουχόφσκης μέλλει νὰ ὑποβάλῃ παραίτησιν πρὸ τῆς κατὰ Νοέμβριον μέλλουσης συνελεύσεως τῶν Ἀντιπροσωπειῶν, διότι ἐν τῷ μεταξὺ ἀφήκε νὰ προκύψουν διάφορα μυθώδη ἐπιθέσεις, αἵτινες ἀπευθύνονται ἐπὶ ἐν μέρους τοῦ ὑπουργοῦ, διότι ἐπιτίθενται ἐναντίον του, ὁ κόμης Γολουχόφσκης [305, 1869, 485, 2057]
headline-censorship: ΛΟΓΟΚΡΙΣΙΑ [918, 644, 1045, 663]
page-number: 4 [125, 71, 135, 90]
column-rule [298, 100, 299, 2007]
column-rule [488, 100, 489, 2007]
paragraph: Ἐμειναν καὶ οἱ δύο ἀλληλοπαρατηρούμενοι ἐπὶ τινα δευτερόλεπτα, ἐνῷ ἐγὼ ἐσκεπτόμην πόσον χυδαία ἐπρεπε νὰ ἦτο ἡ γυνὴ ἐκείνη ἡ λησμονοῦσα σύζυγον καὶ τέκνα, πρὸ πάντων τὰ τελευταῖα αὐτὰ ἄθῷα πλάσματα, τὰ ὁποῖα μίαν ἡμέραν, ὅταν μεγαλώσουν θὰ κρύπτουν τὸ πρόσωπον ἀπὸ ἐντροπήν. [125, 1840, 291, 2013]
story-continuation [305, 100, 485, 289]
ad-mineral-water [1087, 1583, 1285, 1715]
headline-police: ΤΟ ΝΕΟΝ ΜΕΤΡΟΝ [714, 1787, 851, 1802]
paragraph: ΧΘΕΣ ΤΟ ΑΠΟΓΕΥΜΑ εὑρέθη ἐπὶ τῆς ὁδοῦ Σταδίου πορτοφόλιον περιέχον χρήματα καὶ ἔγγραφα, τὸ ὁποῖον παρεδόθη εἰς τὸ τμῆμα. [886, 1211, 1077, 1268]
price-row: Consols 86.56 [210, 273, 278, 284]
paragraph: ΕΚΘΕΣΙΣ. Ἀπὸ σήμερον Τετάρτην ἐκτίθεται εἰς τὸ Ἐμπόριον ἡ συλλογὴ τῶν φωτογραφιῶν τῆς βασιλικῆς οἰκογενείας. [886, 1103, 1077, 1160]
ad-body: Ἔφθασαν καὶ πωλοῦνται ἐν τῷ ἐργοστασίῳ Σταυροπούλου καὶ Σία ἐν Πειραιεῖ, ὁδὸς Φιλωνος Νο 8. Τιμαὶ ἐκτὸς συναγωνισμοῦ. [1094, 1442, 1279, 1492]
paragraph: σεως των. Ἀλλὰ τὴν ὑπόσχεσιν μου δὲν τὴν κρατῶ. Ἀφοῦ πολὺ ἐπισημότεραι ὑποσχέσεις δὲν ἐκράτησεν ἡ Κυβέλη, τὴν ὑπόσχεσιν τὴν ὁποίαν ἐνώπιον τοῦ Θεοῦ ἔδωκε νὰ τηρήσῃ τὴν πρὸς τὸν σύζυγόν της πίστιν. Εἰς τοιούτους ἀνθρώπους νομίζω ὅτι ὁ δοθεὶς λόγος οὐδόλως ἐπιβάλλει. Ἐν τούτοις κρατῶ ἐν μέρει τὸ μυστικὸν καὶ δὲν λέγω ποῦ μετέβησαν ἀναχωρήσαντες ἐκ Γενούης. [305, 101, 485, 288]
divider [886, 636, 1077, 637]
price-row: Rente 40.75 [210, 311, 268, 323]
headline-hypothesis: Η ΥΠΟΘΕΣΙΣ [331, 316, 459, 336]
paragraph: Μὲ τοὺς λόγους τούτους αὐτοὺς νέα ἀνταλλαγὴ τρυφερῶν βλεμμάτων τῶν δύο ἐρωτευμένων ἐπηκολούθησε καὶ νέον σφίξιμο χεριῶν. [125, 2323, 291, 2394]
sub-headline-4: ΙΔΙΑΙΤΕΡΑ ΤΗΛΕΓΡΑΦΗΜΑΤΑ ΤΟΥ ΕΜΠΡΟΣ ΤΟΥ ΣΥΝΤΑΚΤΟΥ ΜΑΣ [602, 406, 971, 416]
funeral-role: (Δικηγόρον) [1157, 395, 1216, 406]
price-row: Βερολίνου 134.— [210, 699, 291, 723]
price-row: Ἐργολήπτ. 126.— [125, 802, 176, 826]
article-continuation [690, 915, 875, 1050]
ad-title: ΥΔΑΤΑ ΜΕΤΑΛΛΙΚΑ [1094, 1589, 1278, 1608]
market-title: ΧΡΗΜΑΤΙΣΤΙΚΟΝ ΔΕΛΤΙΟΝ [153, 196, 262, 225]
funeral-text [1087, 335, 1285, 360]
funeral-heading: ΚΗΔΕΙΑ [1141, 312, 1232, 332]
paragraph: Εἰς τὸ μέτρον τοῦτο πρὸ πάντων τὴν ἀστυνομία, ἀλλὰ παντὸς ὁ ἄνευ ἀδείας κυκλοφορεῖ εἰς τὴν ὁδὸν Σταδίου, Αἰόλου, Ἑρμοῦ, ὅπου καὶ ἐπὶ τῶν πεζοδρομίων ἀνεπιτρέπτως τοποθετοῦνται. [886, 982, 1077, 1068]
ad-body: Πλῆρες συνεταιρισμοῦ καταστήματος λευκῶν εἰδῶν εἰς τὸ πανελλήνιον. Διὰ λεπτοτάτας παραγγελίας προϊόντων Ἑλβετίας καὶ Λονδίνου. [1094, 963, 1279, 1012]
price-row: Ren.Française 95.80 [210, 337, 279, 362]
paragraph: Τὸ τελευταῖος ὅτου ὡρεῖλεν εἰς τὸν πρῶτον 50 λεπτά, ἐπειδὴ δὲ ὁ παθὼν τοῦ τὰ ἐζήτησε καὶ ὁ Μανεσῆς ἠρνήθη νὰ τὰ δώσῃ, ἤρχισαν λογομαχοῦντες. Τότε ἔπεσαν εἰς τὸ τέλος τῆς ἡλικίας, συνεπεία τῆς ὁποίας ὁ Παναγιωτόπουλος κατεφέρθη κατὰ τοῦ Μανέση τετράκις. Μία τελευταία κατάχρησε τὸν Μανέση ἐπὶ τὸ μέτωπον καὶ διετρύπησε τὸ κρανίον του. [305, 1420, 485, 1594]
story-2 [125, 1730, 291, 2148]
main-headline-block [496, 100, 1077, 416]
article-telegram-cont [690, 467, 875, 678]
price-row: Ἐθν. Α. Π. 369.— [125, 595, 188, 619]
paragraph: Τὸν προσφιλῆ ἡμῶν σύζυγον, ἀδελφὸν καὶ σεβαστὸν μας θεῖον [1087, 336, 1285, 360]
price-row: Πυριτίου 91.— [125, 751, 188, 775]
ad-lessons: «Γαλλικῆς» ἐπιμελῶς καὶ λίαν καλὰς παρασκευασμένη διὰ λεπτότητα «Ἀγγλικῆς» καὶ «Ἰταλικῆς» καὶ γενικῶς Λογιστικῆς, ἐμπορικῆς, χρηματιστικῆς καὶ ἄλλου πάσης παραγγελίας λευκώματος, ὑπάρχει ὑπὸ τὸν διεύθυνσιν αὐτοῦ. [1087, 1048, 1285, 1136]
paragraph: ΚΕΝΤΡΙΚΗ ΑΠΟΘΗΚΗ [897, 1773, 1018, 1786]
paragraph: Ἀφίκετο ἤδη εἰς Παρισίους ὁ ἐν Λονδίνῳ ἀρχηγὸς τῆς μυστικῆς ἀστυνομίας ἀπεσταλμένος τῆς Ρωσσίας. [496, 1448, 679, 1505]
column-rule [1082, 100, 1083, 2007]
